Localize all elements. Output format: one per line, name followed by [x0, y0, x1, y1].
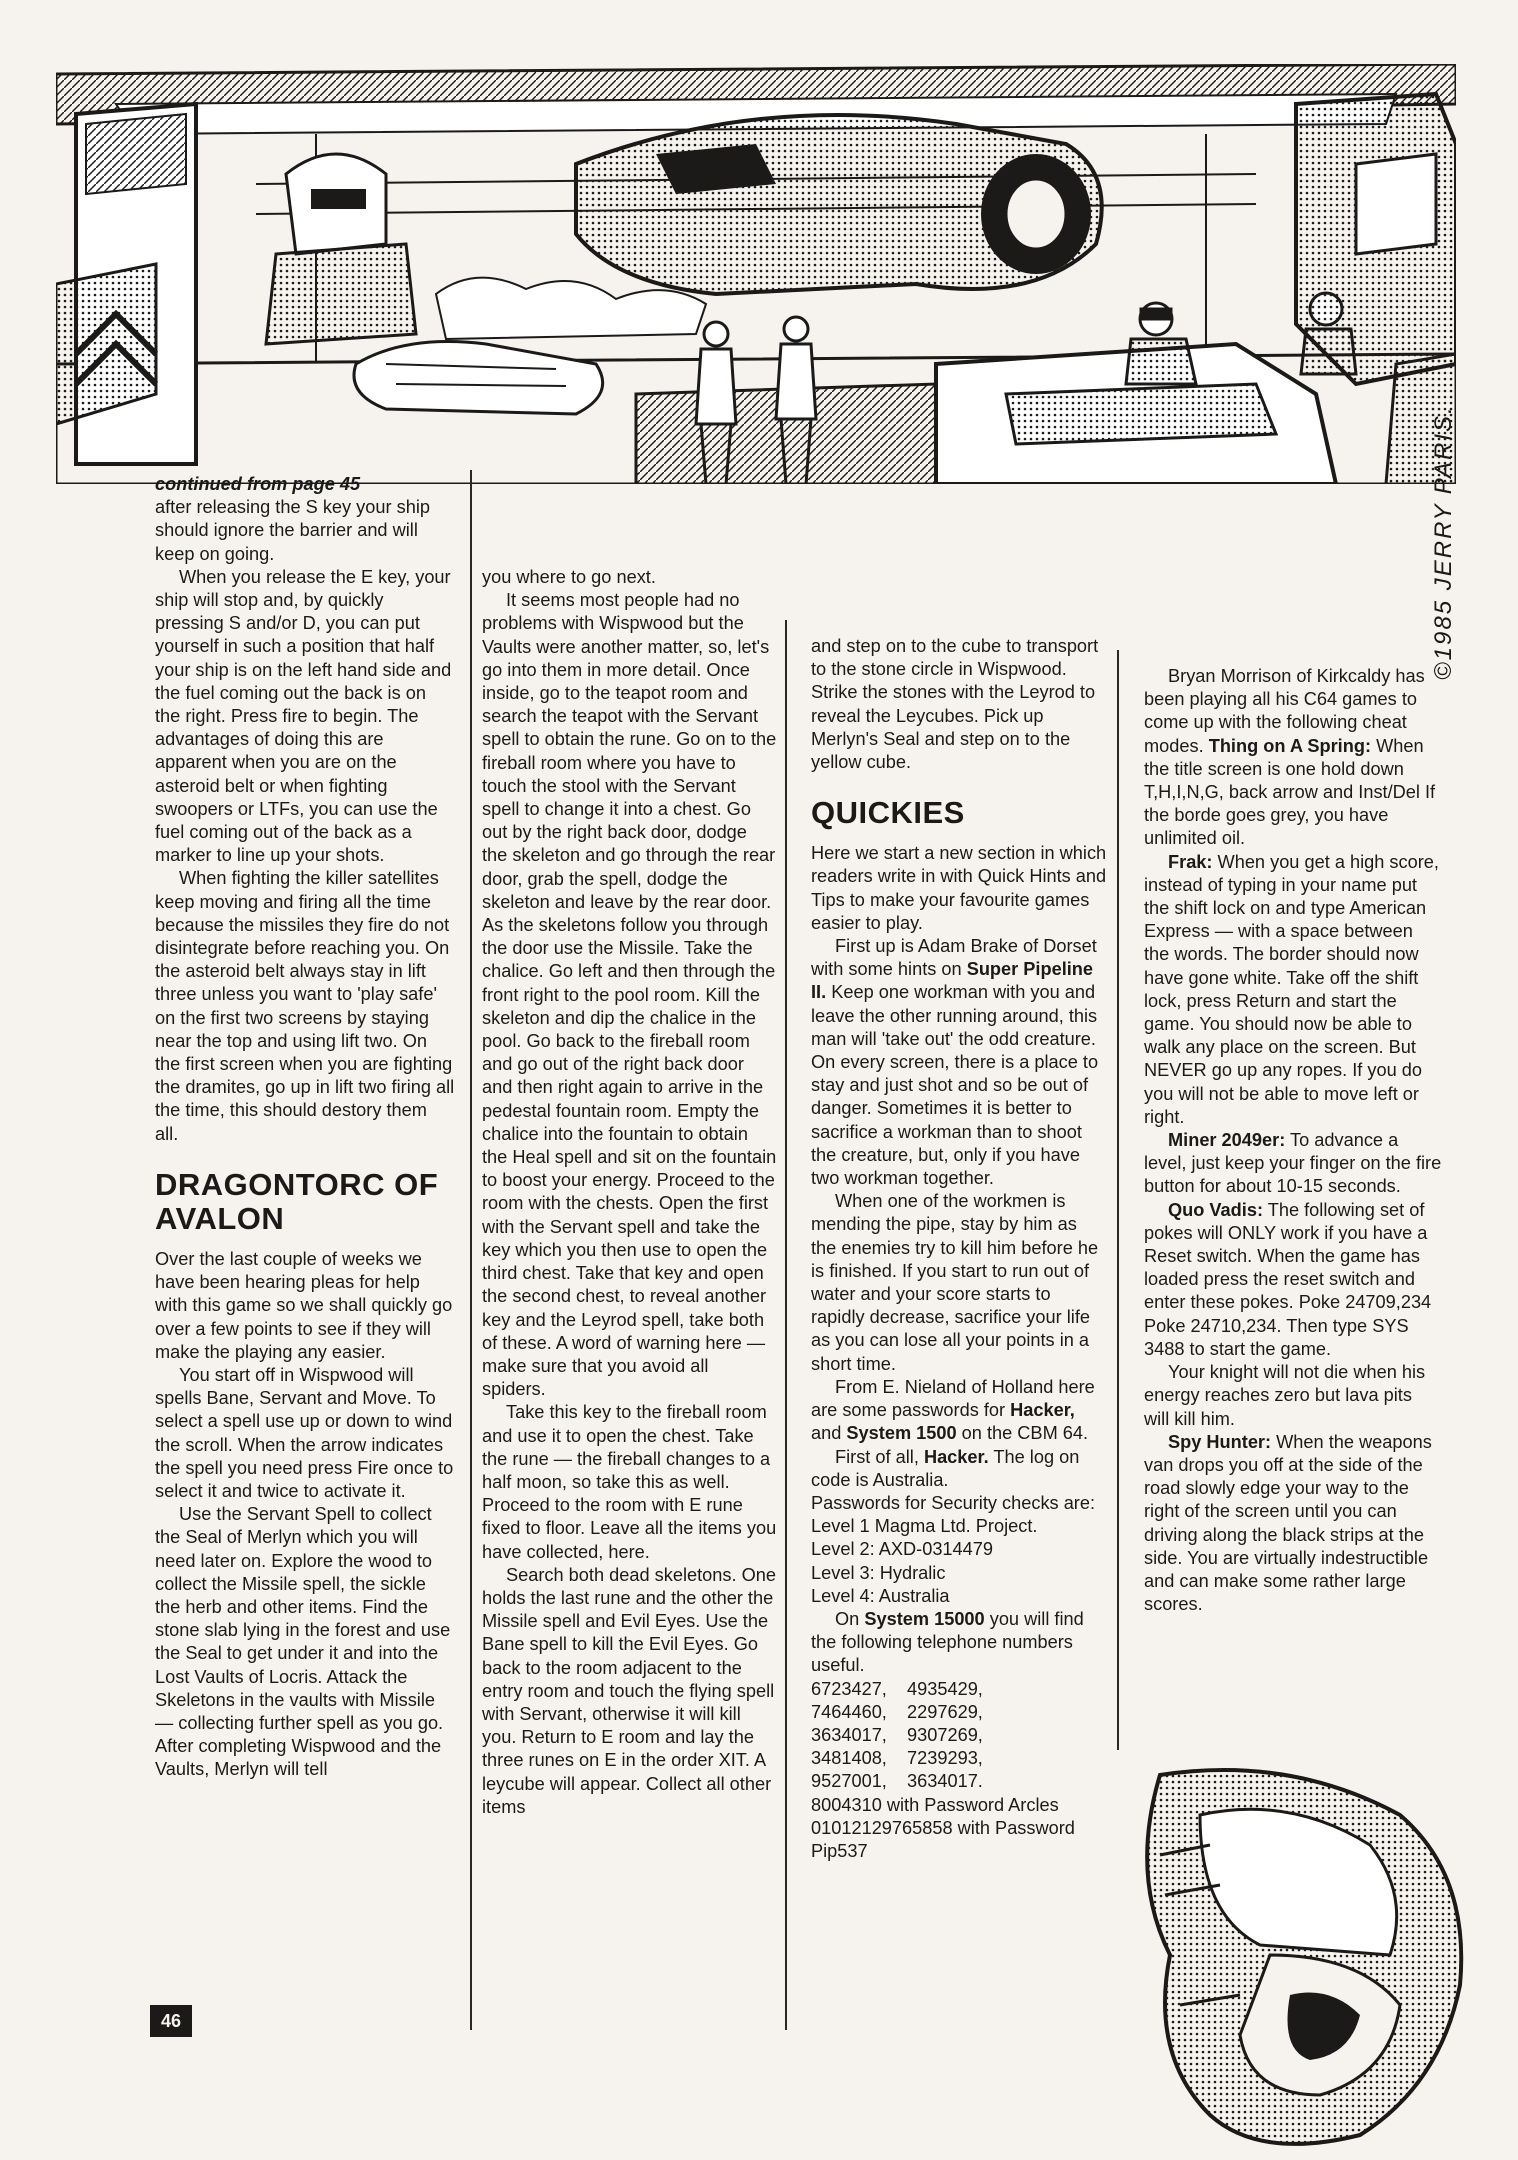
phone-number: 6723427,: [811, 1678, 887, 1699]
section-heading: QUICKIES: [811, 795, 965, 831]
column-rule: [470, 470, 472, 2030]
game-title: Quo Vadis:: [1168, 1199, 1263, 1220]
paragraph: Take this key to the fireball room and use it to open the chest. Take the rune — the fireball changes to a half moon, so take this as well. Proceed to the room with E rune fixed to floor. Leave all the items you have collected, here.: [482, 1402, 777, 1562]
paragraph: First up is Adam Brake of Dorset with some hints on Super Pipeline II. Keep one workman with you and leave the other running around, this man will 'take out' the odd creature. On every screen, there is a place to stay and just shot and so be out of danger. Sometimes it is better to sacrifice a workman than to shoot the creature, but, only if you have two workman together.: [811, 936, 1099, 1189]
password-line: Level 3: Hydralic: [811, 1562, 946, 1583]
column-rule: [785, 620, 787, 2030]
paragraph: and step on to the cube to transport to the stone circle in Wispwood. Strike the stones with the Leyrod to reveal the Leycubes. Pick up Merlyn's Seal and step on to the yellow cube.: [811, 636, 1099, 773]
phone-number: 3481408,: [811, 1748, 887, 1769]
paragraph: Bryan Morrison of Kirkcaldy has been playing all his C64 games to come up with the following cheat modes. Thing on A Spring: When the title screen is one hold down T,H,I,N,G, back arrow and Inst/Del If the borde goes grey, you have unlimited oil.: [1144, 666, 1436, 849]
paragraph: Here we start a new section in which readers write in with Quick Hints and Tips to make your favourite games easier to play.: [811, 843, 1107, 933]
paragraph: Frak: When you get a high score, instead of typing in your name put the shift lock on and type American Express — with a space between the words. The border should now have gone white. Take off the shift lock, press Return and start the game. You should now be able to walk any place on the screen. But NEVER go up any ropes. If you do you will not be able to move left or right.: [1144, 851, 1439, 1127]
paragraph: First of all, Hacker. The log on code is Australia.: [811, 1446, 1080, 1490]
password-line: Level 4: Australia: [811, 1585, 950, 1606]
paragraph: Passwords for Security checks are: Level 1 Magma Ltd. Project.: [811, 1492, 1096, 1537]
password-line: Level 2: AXD-0314479: [811, 1539, 994, 1560]
password-line: 8004310 with Password Arcles: [811, 1794, 1059, 1815]
game-title: System 15000: [864, 1608, 985, 1629]
section-heading: DRAGONTORC OF AVALON: [155, 1166, 439, 1236]
game-title: Hacker.: [923, 1446, 989, 1467]
paragraph: Your knight will not die when his energy reaches zero but lava pits will kill him.: [1144, 1362, 1426, 1429]
phone-number: 3634017.: [907, 1771, 983, 1792]
column-3: [811, 635, 1107, 1863]
phone-number: 4935429,: [907, 1678, 983, 1699]
paragraph: Use the Servant Spell to collect the Seal of Merlyn which you will need later on. Explore the wood to collect the Missile spell, the sickle the herb and other items. Find the stone slab lying in the forest and use the Seal to get under it and into the Lost Vaults of Locris. Attack the Skeletons in the vaults with Missile — collecting further spell as you go. After completing Wispwood and the Vaults, Merlyn will tell: [155, 1504, 451, 1780]
game-title: Hacker,: [1010, 1400, 1075, 1421]
password-line: 01012129765858 with Password Pip537: [811, 1817, 1075, 1861]
paragraph: Miner 2049er: To advance a level, just keep your finger on the fire button for about 10-15 seconds.: [1144, 1130, 1442, 1197]
game-title: Super Pipeline II.: [811, 959, 1094, 1003]
game-title: Miner 2049er:: [1168, 1130, 1286, 1151]
column-rule: [1117, 650, 1119, 1750]
paragraph: When one of the workmen is mending the pipe, stay by him as the enemies try to kill him before he is finished. If you start to run out of water and your score starts to rapidly decrease, sacrifice your life as you can lose all your points in a short time.: [811, 1191, 1099, 1374]
game-title: System 1500: [846, 1423, 957, 1444]
vehicle-illustration: [1140, 1755, 1480, 2160]
paragraph: When you release the E key, your ship will stop and, by quickly pressing S and/or D, you can put yourself in such a position that half your ship is on the left hand side and the fuel coming out the back is on the right. Press fire to begin. The advantages of doing this are apparent when you are on the asteroid belt or when fighting swoopers or LTFs, you can use the fuel coming out of the back as a marker to line up your shots.: [155, 566, 452, 866]
phone-number: 9307269,: [907, 1724, 983, 1745]
column-1: [155, 473, 455, 1782]
game-title: Thing on A Spring:: [1208, 735, 1372, 756]
paragraph: after releasing the S key your ship should ignore the barrier and will keep on going.: [155, 497, 430, 564]
hangar-illustration: [56, 64, 1456, 484]
paragraph: you where to go next.: [482, 567, 656, 587]
paragraph: You start off in Wispwood will spells Bane, Servant and Move. To select a spell use up or down to wind the scroll. When the arrow indicates the spell you need press Fire once to select it and twice to activate it.: [155, 1364, 454, 1501]
page-number: 46: [150, 2005, 192, 2037]
column-2: [482, 566, 777, 1819]
illustration-credit: ©1985 JERRY PARIS.: [1430, 405, 1457, 680]
phone-number: 3634017,: [811, 1724, 887, 1745]
paragraph: It seems most people had no problems with Wispwood but the Vaults were another matter, so, let's go into them in more detail. Once inside, go to the teapot room and search the teapot with the Servant spell to obtain the rune. Go on to the fireball room where you have to touch the stool with the Servant spell to change it into a chest. Go out by the right back door, dodge the skeleton and go through the rear door, grab the spell, dodge the skeleton and leave by the rear door. As the skeletons follow you through the door use the Missile. Take the chalice. Go left and then through the front right to the pool room. Kill the skeleton and dip the chalice in the pool. Go back to the fireball room and go out of the right back door and then right again to arrive in the pedestal fountain room. Empty the chalice into the fountain to obtain the Heal spell and sit on the fountain to boost your energy. Proceed to the room with the chests. Open the first with the Servant spell and take the key which you then use to open the third chest. Take that key and open the second chest, to reveal another key and the Leyrod spell, take both of these. A word of warning here — make sure that you avoid all spiders.: [482, 590, 777, 1400]
paragraph: Search both dead skeletons. One holds the last rune and the other the Missile spell and Evil Eyes. Use the Bane spell to kill the Evil Eyes. Go back to the room adjacent to the entry room and touch the flying spell with Servant, otherwise it will kill you. Return to E room and lay the three runes on E in the order XIT. A leycube will appear. Collect all other items: [482, 1564, 776, 1817]
column-4: [1144, 665, 1442, 1616]
game-title: Frak:: [1168, 851, 1213, 872]
paragraph: On System 15000 you will find the following telephone numbers useful.: [811, 1608, 1084, 1676]
paragraph: When fighting the killer satellites keep moving and firing all the time because the missiles they fire do not disintegrate before reaching you. On the asteroid belt always stay in lift three unless you want to 'play safe' on the first two screens by staying near the top and using lift two. On the first screen when you are fighting the dramites, go up in lift two firing all the time, this should destory them all.: [155, 868, 455, 1144]
paragraph: Quo Vadis: The following set of pokes will ONLY work if you have a Reset switch. When the game has loaded press the reset switch and enter these pokes. Poke 24709,234 Poke 24710,234. Then type SYS 3488 to start the game.: [1144, 1199, 1432, 1359]
paragraph: From E. Nieland of Holland here are some passwords for Hacker, and System 1500 on the CBM 64.: [811, 1376, 1095, 1444]
phone-number-list: [811, 1678, 1107, 1794]
phone-number: 2297629,: [907, 1701, 983, 1722]
paragraph: Over the last couple of weeks we have been hearing pleas for help with this game so we shall quickly go over a few points to see if they will make the playing any easier.: [155, 1248, 453, 1362]
game-title: Spy Hunter:: [1168, 1431, 1272, 1452]
phone-number: 9527001,: [811, 1771, 887, 1792]
phone-number: 7239293,: [907, 1748, 983, 1769]
paragraph: Spy Hunter: When the weapons van drops you off at the side of the road slowly edge your way to the right of the screen until you can driving along the black strips at the side. You are virtually indestructible and can make some rather large scores.: [1144, 1431, 1432, 1615]
continued-note: continued from page 45: [155, 474, 361, 494]
phone-number: 7464460,: [811, 1701, 887, 1722]
